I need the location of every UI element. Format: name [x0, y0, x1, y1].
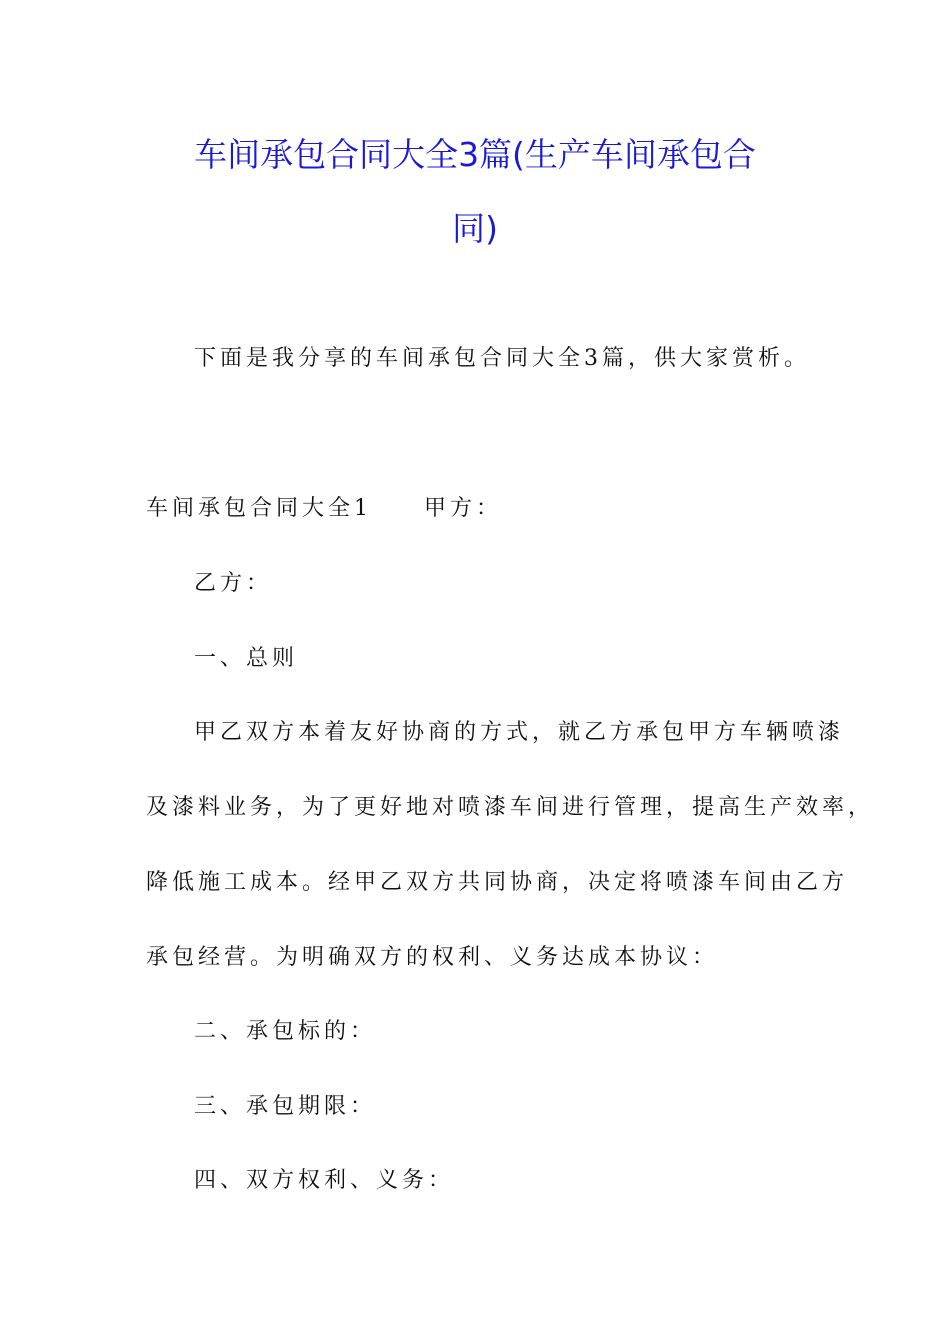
section-heading: 车间承包合同大全1: [146, 496, 372, 521]
document-title-line2: 同): [452, 209, 498, 248]
document-title-line1: 车间承包合同大全3篇(生产车间承包合: [194, 135, 756, 174]
paragraph-line: 甲乙双方本着友好协商的方式，就乙方承包甲方车辆喷漆: [194, 720, 845, 745]
intro-text: 下面是我分享的车间承包合同大全3篇，供大家赏析。: [194, 346, 810, 371]
party-b-label: 乙方：: [194, 571, 273, 596]
clause-term: 三、承包期限：: [194, 1094, 377, 1119]
clause-rights: 四、双方权利、义务：: [194, 1168, 455, 1193]
clause-subject: 二、承包标的：: [194, 1019, 377, 1044]
paragraph-line: 降低施工成本。经甲乙双方共同协商，决定将喷漆车间由乙方: [146, 870, 849, 895]
section-heading-row: [146, 494, 502, 524]
clause-general: 一、总则: [194, 646, 299, 671]
paragraph-line: 承包经营。为明确双方的权利、义务达成本协议：: [146, 945, 719, 970]
paragraph-line: 及漆料业务，为了更好地对喷漆车间进行管理，提高生产效率，: [146, 795, 875, 820]
party-a-label: 甲方：: [424, 496, 503, 521]
